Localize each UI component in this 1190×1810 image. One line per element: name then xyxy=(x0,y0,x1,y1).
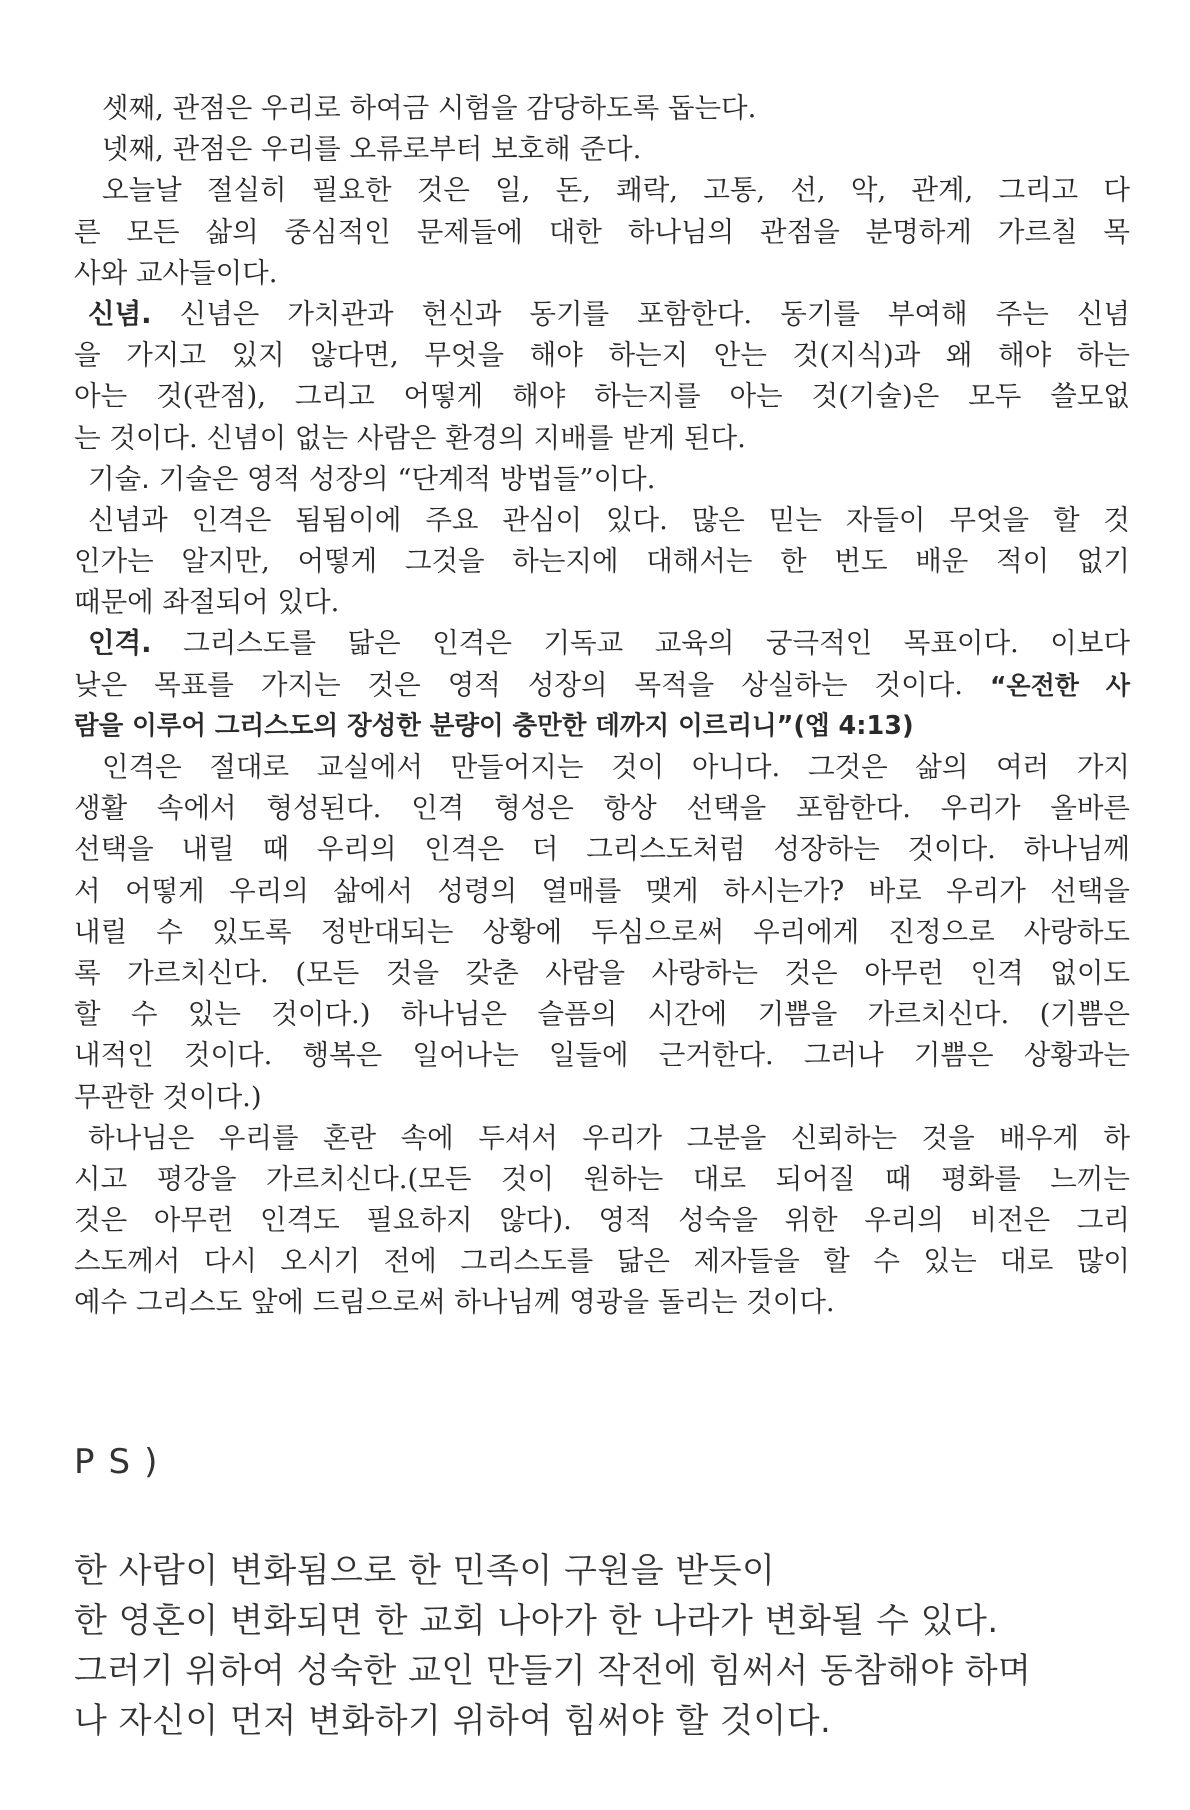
paragraph-need xyxy=(74,170,1130,294)
text-line: 할 수 있는 것이다.) 하나님은 슬픔의 시간에 기쁨을 가르치신다. (기쁨은 xyxy=(74,998,1130,1031)
text-line: 셋째, 관점은 우리로 하여금 시험을 감당하도록 돕는다. xyxy=(102,92,757,124)
document-body xyxy=(74,88,1130,1324)
paragraph-character-formation xyxy=(74,747,1130,1118)
section-heading-belief: 신념. xyxy=(88,297,152,330)
text-line: 오늘날 절실히 필요한 것은 일, 돈, 쾌락, 고통, 선, 악, 관계, 그리고 다 xyxy=(102,174,1130,207)
text-line xyxy=(74,294,1130,335)
postscript xyxy=(74,1436,1130,1746)
postscript-line: 한 영혼이 변화되면 한 교회 나아가 한 나라가 변화될 수 있다. xyxy=(74,1601,999,1641)
text-line: 신념과 인격은 됨됨이에 주요 관심이 있다. 많은 믿는 자들이 무엇을 할 것 xyxy=(88,503,1130,536)
text-line: 른 모든 삶의 중심적인 문제들에 대한 하나님의 관점을 분명하게 가르칠 목 xyxy=(74,215,1130,248)
paragraph-skill xyxy=(74,459,1130,500)
text-line: 인격은 절대로 교실에서 만들어지는 것이 아니다. 그것은 삶의 여러 가지 xyxy=(102,751,1130,783)
paragraph-belief-character xyxy=(74,500,1130,624)
text-line: 무관한 것이다.) xyxy=(74,1080,262,1113)
text-line xyxy=(74,665,1130,706)
text-line: 서 어떻게 우리의 삶에서 성령의 열매를 맺게 하시는가? 바로 우리가 선택을 xyxy=(74,874,1130,907)
text-line xyxy=(74,623,1130,664)
paragraph-character xyxy=(74,623,1130,747)
text-span: 신념은 가치관과 헌신과 동기를 포함한다. 동기를 부여해 주는 신념 xyxy=(179,297,1130,330)
text-line: 아는 것(관점), 그리고 어떻게 해야 하는지를 아는 것(기술)은 모두 쓸모없 xyxy=(74,380,1130,413)
text-span: 기술은 영적 성장의 “단계적 방법들”이다. xyxy=(158,462,656,495)
scripture-quote: “온전한 사 xyxy=(989,670,1130,700)
text-line: 을 가지고 있지 않다면, 무엇을 해야 하는지 안는 것(지식)과 왜 해야 하는 xyxy=(74,339,1130,372)
paragraph-points xyxy=(74,88,1130,170)
postscript-label: PS) xyxy=(74,1442,172,1482)
section-heading-character: 인격. xyxy=(88,627,152,660)
postscript-line: 그러기 위하여 성숙한 교인 만들기 작전에 힘써서 동참해야 하며 xyxy=(74,1651,1032,1691)
text-line xyxy=(74,459,1130,500)
text-line: 인가는 알지만, 어떻게 그것을 하는지에 대해서는 한 번도 배운 적이 없기 xyxy=(74,545,1130,578)
scripture-quote: 람을 이루어 그리스도의 장성한 분량이 충만한 데까지 이르리니”(엡 4:13) xyxy=(74,710,914,741)
postscript-line: 나 자신이 먼저 변화하기 위하여 힘써야 할 것이다. xyxy=(74,1701,832,1741)
text-line: 사와 교사들이다. xyxy=(74,256,278,289)
text-line: 는 것이다. 신념이 없는 사람은 환경의 지배를 받게 된다. xyxy=(74,421,746,454)
text-line: 록 가르치신다. (모든 것을 갖춘 사람을 사랑하는 것은 아무런 인격 없이도 xyxy=(74,956,1130,989)
text-span: 그리스도를 닮은 인격은 기독교 교육의 궁극적인 목표이다. 이보다 xyxy=(183,627,1130,660)
text-line: 내적인 것이다. 행복은 일어나는 일들에 근거한다. 그러나 기쁨은 상황과는 xyxy=(74,1039,1130,1072)
text-line: 내릴 수 있도록 정반대되는 상황에 두심으로써 우리에게 진정으로 사랑하도 xyxy=(74,915,1130,948)
postscript-line: 한 사람이 변화됨으로 한 민족이 구원을 받듯이 xyxy=(74,1551,776,1591)
text-line: 시고 평강을 가르치신다.(모든 것이 원하는 대로 되어질 때 평화를 느끼는 xyxy=(74,1162,1130,1195)
text-line: 때문에 좌절되어 있다. xyxy=(74,586,340,619)
paragraph-vision xyxy=(74,1118,1130,1324)
text-line: 예수 그리스도 앞에 드림으로써 하나님께 영광을 돌리는 것이다. xyxy=(74,1286,835,1319)
section-heading-skill: 기술. xyxy=(88,462,150,495)
text-span: 낮은 목표를 가지는 것은 영적 성장의 목적을 상실하는 것이다. xyxy=(74,668,963,701)
text-line: 넷째, 관점은 우리를 오류로부터 보호해 준다. xyxy=(102,133,642,166)
text-line: 선택을 내릴 때 우리의 인격은 더 그리스도처럼 성장하는 것이다. 하나님께 xyxy=(74,833,1130,866)
text-line: 스도께서 다시 오시기 전에 그리스도를 닮은 제자들을 할 수 있는 대로 많이 xyxy=(74,1245,1130,1278)
paragraph-belief xyxy=(74,294,1130,459)
text-line: 것은 아무런 인격도 필요하지 않다). 영적 성숙을 위한 우리의 비전은 그리 xyxy=(74,1204,1130,1237)
text-line: 생활 속에서 형성된다. 인격 형성은 항상 선택을 포함한다. 우리가 올바른 xyxy=(74,792,1130,825)
text-line: 하나님은 우리를 혼란 속에 두셔서 우리가 그분을 신뢰하는 것을 배우게 하 xyxy=(88,1121,1130,1154)
